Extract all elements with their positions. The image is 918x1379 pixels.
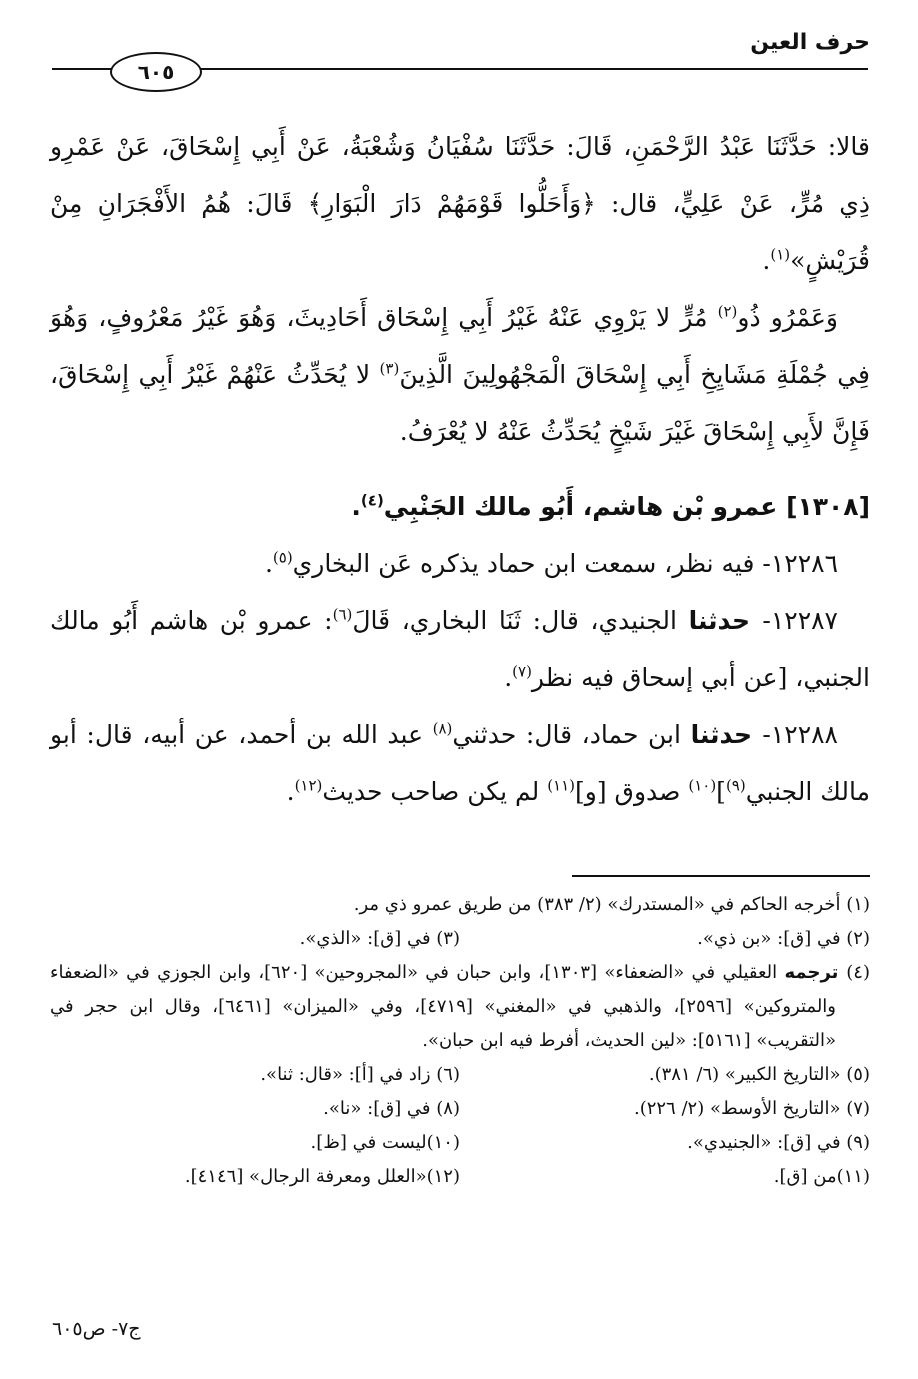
paragraph-2-part-b: مُرٍّ لا يَرْوِي عَنْهُ غَيْرُ أَبِي إِسْحَاق أَحَادِيثَ، وَهُوَ غَيْرُ مَعْرُوفٍ، وَهُوَ فِي جُمْلَةِ مَشَايِخِ أَبِي إِسْحَاقَ الْمَجْهُولِينَ الَّذِينَ: [50, 303, 870, 389]
footnote-6: (٦) زاد في [أ]: «قال: ثنا».: [260, 1064, 460, 1085]
volume-page-reference: ج٧- ص٦٠٥: [52, 1318, 141, 1340]
narration-text: : عمرو بْن هاشم أَبُو مالك الجنبي، [عن أبي إسحاق فيه نظر: [50, 606, 870, 692]
footnote-ref-8: (٨): [432, 719, 453, 738]
footnote-ref-9: (٩): [725, 776, 746, 795]
narration-keyword: حدثنا: [690, 720, 763, 749]
section-title: حرف العين: [750, 30, 870, 55]
footnote-5: (٥) «التاريخ الكبير» (٦/ ٣٨١).: [648, 1064, 870, 1085]
paragraph-1-text: قالا: حَدَّثَنَا عَبْدُ الرَّحْمَنِ، قَالَ: حَدَّثَنَا سُفْيَانُ وَشُعْبَةُ، عَنْ أَبِي إِسْحَاقَ، عَنْ عَمْرِو ذِي مُرٍّ، عَنْ عَلِيٍّ، قال: ﴿وَأَحَلُّوا قَوْمَهُمْ دَارَ الْبَوَارِ﴾ قَالَ: هُمُ الأَفْجَرَانِ مِنْ قُرَيْشٍ»: [50, 132, 870, 275]
footnote-ref-7: (٧): [512, 662, 532, 681]
narration-number: ١٢٢٨٨-: [762, 720, 838, 749]
footnote-9: (٩) في [ق]: «الجنيدي».: [687, 1132, 870, 1153]
narration-keyword: حدثنا: [688, 606, 763, 635]
footnote-row: [50, 922, 870, 956]
narration-12286: [50, 535, 870, 592]
footnote-ref-1: (١): [770, 245, 791, 264]
footnote-ref-2: (٢): [717, 302, 738, 321]
footnote-10: (١٠)ليست في [ظ].: [310, 1132, 460, 1153]
paragraph-2: [50, 289, 870, 460]
footnote-ref-5: (٥): [272, 548, 293, 567]
narration-text: الجنيدي، قال: ثَنَا البخاري، قَالَ: [352, 606, 689, 635]
footnote-ref-4: (٤): [360, 491, 384, 510]
narration-end: .: [264, 549, 273, 578]
footnote-ref-10: (١٠): [688, 776, 717, 795]
footnote-row: [50, 1092, 870, 1126]
footnote-4-text: العقيلي في «الضعفاء» [١٣٠٣]، وابن حبان في «المجروحين» [٦٢٠]، وابن الجوزي في «الضعفاء والمتروكين» [٢٥٩٦]، والذهبي في «المغني» [٤٧١٩]، وفي «الميزان» [٦٤٦١]، وقال ابن حجر في «التقريب» [٥١٦١]: «لين الحديث، أفرط فيه ابن حبان».: [50, 962, 836, 1051]
narration-text: صدوق [و]: [575, 777, 689, 806]
footnote-11: (١١)من [ق].: [773, 1166, 870, 1187]
entry-heading-end: .: [351, 492, 361, 521]
footnote-row: [50, 1160, 870, 1194]
footnote-1: (١) أخرجه الحاكم في «المستدرك» (٢/ ٣٨٣) من طريق عمرو ذي مر.: [353, 894, 870, 915]
footnote-ref-12: (١٢): [294, 776, 323, 795]
footnote-ref-6: (٦): [332, 605, 353, 624]
footnote-separator: [572, 875, 870, 877]
footnote-4-number: (٤): [846, 962, 870, 983]
narration-text: فيه نظر، سمعت ابن حماد يذكره عَن البخاري: [292, 549, 763, 578]
footnote-8: (٨) في [ق]: «نا».: [323, 1098, 460, 1119]
main-text: [50, 118, 870, 820]
narration-end: .: [286, 777, 295, 806]
footnote-3: (٣) في [ق]: «الذي».: [299, 928, 460, 949]
narration-12288: [50, 706, 870, 820]
footnote-2: (٢) في [ق]: «بن ذي».: [697, 928, 870, 949]
footnote-ref-11: (١١): [547, 776, 576, 795]
paragraph-2-part-a: وَعَمْرُو ذُو: [737, 303, 838, 332]
footnote-4: [50, 956, 870, 1058]
footnote-ref-3: (٣): [379, 359, 400, 378]
footnote-row: [50, 1126, 870, 1160]
narration-text: ]: [716, 777, 726, 806]
paragraph-1-end: .: [762, 246, 771, 275]
footnote-row: [50, 1058, 870, 1092]
narration-end: .: [504, 663, 513, 692]
narration-text: لم يكن صاحب حديث: [322, 777, 548, 806]
narration-number: ١٢٢٨٧-: [762, 606, 838, 635]
narration-text: ابن حماد، قال: حدثني: [452, 720, 691, 749]
paragraph-2-part-c: لا يُحَدِّثُ عَنْهُمْ غَيْرُ أَبِي إِسْحَاقَ، فَإِنَّ لأَبِي إِسْحَاقَ غَيْرَ شَيْخٍ يُحَدِّثُ عَنْهُ لا يُعْرَفُ.: [50, 360, 870, 446]
narration-12287: [50, 592, 870, 706]
paragraph-1: [50, 118, 870, 289]
entry-heading: [50, 478, 870, 535]
page-number: ٦٠٥: [137, 60, 175, 84]
page-number-badge: [110, 52, 202, 92]
footnote-7: (٧) «التاريخ الأوسط» (٢/ ٢٢٦).: [633, 1098, 870, 1119]
narration-number: ١٢٢٨٦-: [762, 549, 838, 578]
footnote-4-keyword: ترجمه: [784, 962, 847, 983]
entry-heading-text: [١٣٠٨] عمرو بْن هاشم، أَبُو مالك الجَنْبِي: [383, 492, 870, 521]
footnotes: [50, 888, 870, 1194]
narration-text: عبد الله بن أحمد، عن أبيه، قال: أبو مالك الجنبي: [50, 720, 870, 806]
footnote-12: (١٢)«العلل ومعرفة الرجال» [٤١٤٦].: [184, 1166, 460, 1187]
